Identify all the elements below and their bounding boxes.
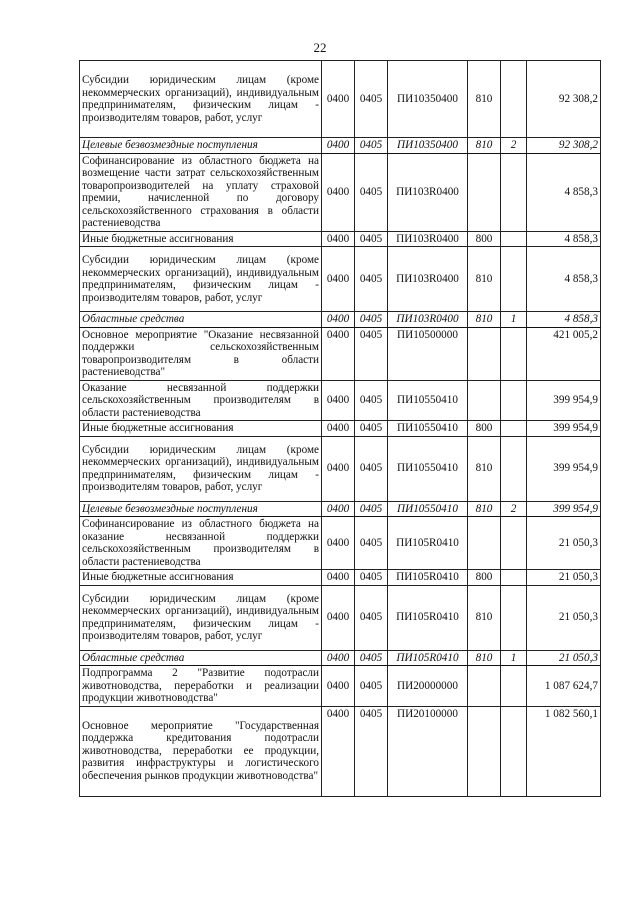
amount: 4 858,3 (527, 153, 601, 231)
source-code: 1 (501, 650, 527, 666)
target-article-code: ПИ10500000 (388, 327, 468, 380)
source-code (501, 247, 527, 312)
amount: 92 308,2 (527, 138, 601, 154)
target-article-code: ПИ105R0410 (388, 517, 468, 570)
target-article-code: ПИ105R0410 (388, 570, 468, 586)
target-article-code: ПИ10550410 (388, 380, 468, 421)
expense-type-code: 800 (468, 570, 501, 586)
section-code: 0400 (322, 706, 355, 796)
subsection-code: 0405 (355, 153, 388, 231)
table-row (80, 666, 601, 707)
target-article-code: ПИ20100000 (388, 706, 468, 796)
source-code (501, 517, 527, 570)
table-row (80, 312, 601, 328)
amount: 21 050,3 (527, 517, 601, 570)
amount: 21 050,3 (527, 585, 601, 650)
target-article-code: ПИ10350400 (388, 138, 468, 154)
section-code: 0400 (322, 421, 355, 437)
target-article-code: ПИ105R0410 (388, 585, 468, 650)
subsection-code: 0405 (355, 421, 388, 437)
row-name: Субсидии юридическим лицам (кроме некоммерческих организаций), индивидуальным предпринимателям, физическим лицам - производителям товаров, работ, услуг (80, 436, 322, 501)
row-name: Субсидии юридическим лицам (кроме некоммерческих организаций), индивидуальным предпринимателям, физическим лицам - производителям товаров, работ, услуг (80, 247, 322, 312)
row-name: Областные средства (80, 312, 322, 328)
table-row (80, 501, 601, 517)
amount: 21 050,3 (527, 650, 601, 666)
table-row (80, 706, 601, 796)
expense-type-code (468, 327, 501, 380)
subsection-code: 0405 (355, 247, 388, 312)
target-article-code: ПИ105R0410 (388, 650, 468, 666)
expense-type-code (468, 706, 501, 796)
target-article-code: ПИ103R0400 (388, 231, 468, 247)
source-code (501, 231, 527, 247)
section-code: 0400 (322, 650, 355, 666)
amount: 1 082 560,1 (527, 706, 601, 796)
table-row (80, 421, 601, 437)
section-code: 0400 (322, 312, 355, 328)
subsection-code: 0405 (355, 312, 388, 328)
table-row (80, 231, 601, 247)
expense-type-code: 810 (468, 312, 501, 328)
row-name: Основное мероприятие "Оказание несвязанной поддержки сельскохозяйственным товаропроизводителям в области растениеводства" (80, 327, 322, 380)
subsection-code: 0405 (355, 380, 388, 421)
source-code (501, 436, 527, 501)
table-row (80, 436, 601, 501)
table-row (80, 153, 601, 231)
subsection-code: 0405 (355, 650, 388, 666)
table-row (80, 517, 601, 570)
table-row (80, 380, 601, 421)
target-article-code: ПИ103R0400 (388, 312, 468, 328)
section-code: 0400 (322, 585, 355, 650)
section-code: 0400 (322, 231, 355, 247)
row-name: Целевые безвозмездные поступления (80, 501, 322, 517)
target-article-code: ПИ10550410 (388, 421, 468, 437)
subsection-code: 0405 (355, 706, 388, 796)
section-code: 0400 (322, 247, 355, 312)
table-row (80, 247, 601, 312)
row-name: Иные бюджетные ассигнования (80, 570, 322, 586)
source-code: 2 (501, 138, 527, 154)
section-code: 0400 (322, 666, 355, 707)
expense-type-code: 810 (468, 61, 501, 138)
page-number: 22 (313, 40, 327, 55)
source-code (501, 380, 527, 421)
expense-type-code: 810 (468, 501, 501, 517)
target-article-code: ПИ20000000 (388, 666, 468, 707)
budget-table (79, 60, 601, 797)
source-code (501, 706, 527, 796)
expense-type-code (468, 517, 501, 570)
source-code (501, 327, 527, 380)
source-code (501, 153, 527, 231)
source-code (501, 61, 527, 138)
row-name: Иные бюджетные ассигнования (80, 231, 322, 247)
source-code (501, 421, 527, 437)
expense-type-code: 800 (468, 421, 501, 437)
amount: 4 858,3 (527, 231, 601, 247)
expense-type-code: 810 (468, 436, 501, 501)
target-article-code: ПИ10350400 (388, 61, 468, 138)
row-name: Субсидии юридическим лицам (кроме некоммерческих организаций), индивидуальным предпринимателям, физическим лицам - производителям товаров, работ, услуг (80, 585, 322, 650)
amount: 399 954,9 (527, 436, 601, 501)
expense-type-code: 810 (468, 247, 501, 312)
section-code: 0400 (322, 61, 355, 138)
amount: 399 954,9 (527, 380, 601, 421)
source-code (501, 666, 527, 707)
row-name: Основное мероприятие "Государственная поддержка кредитования подотрасли животноводства, переработки ее продукции, развития инфраструктуры и логистического обеспечения рынков продукции животноводства" (80, 706, 322, 796)
subsection-code: 0405 (355, 61, 388, 138)
subsection-code: 0405 (355, 327, 388, 380)
subsection-code: 0405 (355, 138, 388, 154)
expense-type-code: 810 (468, 585, 501, 650)
source-code (501, 585, 527, 650)
subsection-code: 0405 (355, 517, 388, 570)
subsection-code: 0405 (355, 585, 388, 650)
section-code: 0400 (322, 517, 355, 570)
row-name: Оказание несвязанной поддержки сельскохозяйственным производителям в области растениеводства (80, 380, 322, 421)
amount: 21 050,3 (527, 570, 601, 586)
section-code: 0400 (322, 570, 355, 586)
table-row (80, 650, 601, 666)
row-name: Субсидии юридическим лицам (кроме некоммерческих организаций), индивидуальным предпринимателям, физическим лицам - производителям товаров, работ, услуг (80, 61, 322, 138)
source-code (501, 570, 527, 586)
section-code: 0400 (322, 138, 355, 154)
expense-type-code (468, 666, 501, 707)
source-code: 2 (501, 501, 527, 517)
amount: 421 005,2 (527, 327, 601, 380)
subsection-code: 0405 (355, 570, 388, 586)
target-article-code: ПИ103R0400 (388, 153, 468, 231)
target-article-code: ПИ103R0400 (388, 247, 468, 312)
section-code: 0400 (322, 501, 355, 517)
amount: 4 858,3 (527, 247, 601, 312)
expense-type-code: 810 (468, 650, 501, 666)
source-code: 1 (501, 312, 527, 328)
target-article-code: ПИ10550410 (388, 436, 468, 501)
expense-type-code: 800 (468, 231, 501, 247)
row-name: Целевые безвозмездные поступления (80, 138, 322, 154)
subsection-code: 0405 (355, 436, 388, 501)
expense-type-code (468, 380, 501, 421)
expense-type-code (468, 153, 501, 231)
amount: 4 858,3 (527, 312, 601, 328)
table-row (80, 570, 601, 586)
row-name: Областные средства (80, 650, 322, 666)
amount: 1 087 624,7 (527, 666, 601, 707)
amount: 92 308,2 (527, 61, 601, 138)
table-row (80, 138, 601, 154)
expense-type-code: 810 (468, 138, 501, 154)
section-code: 0400 (322, 436, 355, 501)
row-name: Иные бюджетные ассигнования (80, 421, 322, 437)
subsection-code: 0405 (355, 231, 388, 247)
row-name: Софинансирование из областного бюджета на оказание несвязанной поддержки сельскохозяйственным производителям в области растениеводства (80, 517, 322, 570)
table-row (80, 585, 601, 650)
amount: 399 954,9 (527, 501, 601, 517)
target-article-code: ПИ10550410 (388, 501, 468, 517)
row-name: Подпрограмма 2 "Развитие подотрасли животноводства, переработки и реализации продукции животноводства" (80, 666, 322, 707)
table-row (80, 327, 601, 380)
section-code: 0400 (322, 327, 355, 380)
section-code: 0400 (322, 153, 355, 231)
subsection-code: 0405 (355, 666, 388, 707)
subsection-code: 0405 (355, 501, 388, 517)
row-name: Софинансирование из областного бюджета на возмещение части затрат сельскохозяйственным товаропроизводителей на уплату страховой премии, начисленной по договору сельскохозяйственного страхования в области растениеводства (80, 153, 322, 231)
amount: 399 954,9 (527, 421, 601, 437)
section-code: 0400 (322, 380, 355, 421)
table-row (80, 61, 601, 138)
